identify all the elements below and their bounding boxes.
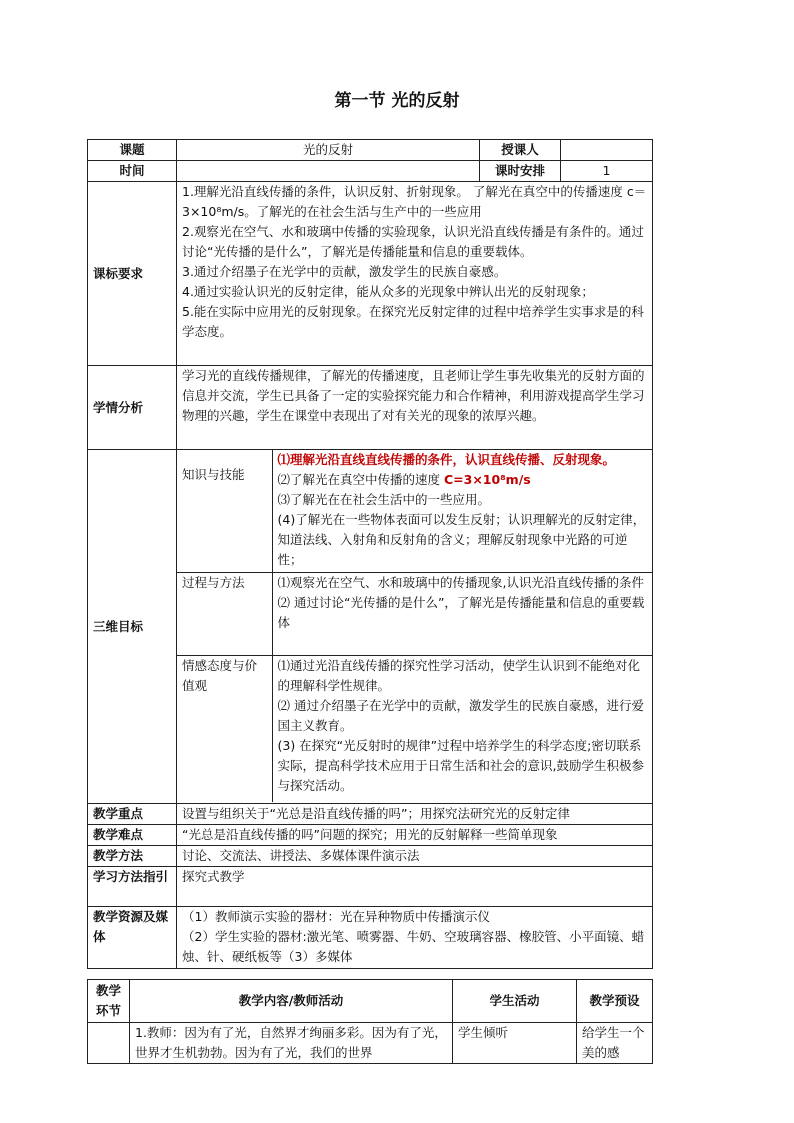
method-text: 讨论、交流法、讲授法、多媒体课件演示法: [177, 846, 653, 867]
curriculum-line: 3.通过介绍墨子在光学中的贡献，激发学生的民族自豪感。: [182, 264, 507, 279]
schedule-label: 课时安排: [480, 161, 561, 182]
emotion-content: [272, 655, 652, 802]
topic-label: 课题: [88, 140, 177, 161]
knowledge-label: 知识与技能: [177, 450, 272, 572]
knowledge-item: ⑴理解光沿直线直线传播的条件，认识直线传播、反射现象。: [277, 452, 616, 467]
knowledge-content: [272, 450, 652, 572]
method-label: 教学方法: [88, 846, 177, 867]
process-content: [272, 572, 652, 655]
knowledge-item: ⑵了解光在真空中传播的速度 C=3×10⁸m/s: [277, 472, 531, 487]
key-point-text: 设置与组织关于“光总是沿直线传播的吗”；用探究法研究光的反射定律: [177, 804, 653, 825]
resources-label: 教学资源及媒体: [88, 907, 177, 969]
process-item: ⑵ 通过讨论“光传播的是什么”，了解光是传播能量和信息的重要载体: [277, 594, 645, 630]
emotion-label: 情感态度与价值观: [177, 655, 272, 802]
preset-cell: 给学生一个美的感: [577, 1023, 653, 1064]
curriculum-label: 课标要求: [88, 182, 177, 366]
goals-label: 三维目标: [88, 450, 177, 804]
goals-cell: [177, 450, 653, 804]
knowledge-item: ⑶了解光在在社会生活中的一些应用。: [277, 492, 491, 507]
knowledge-item: (4)了解光在一些物体表面可以发生反射；认识理解光的反射定律，知道法线、入射角和反射角的含义；理解反射现象中光路的可逆性；: [277, 512, 646, 567]
content-cell: 1.教师：因为有了光，自然界才绚丽多彩。因为有了光，世界才生机勃勃。因为有了光，我们的世界: [130, 1023, 453, 1064]
resources-line: （1）教师演示实验的器材：光在异种物质中传播演示仪: [182, 909, 490, 924]
curriculum-line: 5.能在实际中应用光的反射现象。在探究光反射定律的过程中培养学生实事求是的科学态度。: [182, 304, 644, 339]
emotion-item: (3) 在探究“光反射时的规律”过程中培养学生的科学态度;密切联系实际，提高科学技术应用于日常生活和社会的意识,鼓励学生积极参与探究活动。: [277, 737, 644, 793]
time-label: 时间: [88, 161, 177, 182]
light-speed-value: C=3×10⁸m/s: [443, 472, 531, 487]
difficulty-label: 教学难点: [88, 825, 177, 846]
preset-header: 教学预设: [577, 980, 653, 1023]
key-point-label: 教学重点: [88, 804, 177, 825]
guidance-text: 探究式教学: [177, 867, 653, 907]
resources-content: [177, 907, 653, 969]
time-value: [177, 161, 480, 182]
teacher-value: [561, 140, 653, 161]
goals-inner-table: [177, 450, 652, 802]
curriculum-line: 1.理解光沿直线传播的条件，认识反射、折射现象。 了解光在真空中的传播速度 c＝3×10⁸m/s。了解光的在社会生活与生产中的一些应用: [182, 184, 647, 219]
process-label: 过程与方法: [177, 572, 272, 655]
student-header: 学生活动: [453, 980, 577, 1023]
schedule-value: 1: [561, 161, 653, 182]
topic-value: 光的反射: [177, 140, 480, 161]
stage-header: 教学环节: [88, 980, 130, 1023]
content-header: 教学内容/教师活动: [130, 980, 453, 1023]
lesson-plan-table: [87, 139, 653, 969]
guidance-label: 学习方法指引: [88, 867, 177, 907]
teacher-label: 授课人: [480, 140, 561, 161]
curriculum-line: 4.通过实验认识光的反射定律，能从众多的光现象中辨认出光的反射现象；: [182, 284, 594, 299]
process-item: ⑴观察光在空气、水和玻璃中的传播现象,认识光沿直线传播的条件: [277, 574, 644, 590]
process-table: [87, 979, 653, 1064]
analysis-text: 学习光的直线传播规律，了解光的传播速度，且老师让学生事先收集光的反射方面的信息并交流，学生已具备了一定的实验探究能力和合作精神，利用游戏提高学生学习物理的兴趣，学生在课堂中表现出了对有关光的现象的浓厚兴趣。: [177, 366, 653, 450]
stage-cell: [88, 1023, 130, 1064]
curriculum-cell: [177, 182, 653, 366]
difficulty-text: “光总是沿直线传播的吗”问题的探究；用光的反射解释一些简单现象: [177, 825, 653, 846]
analysis-label: 学情分析: [88, 366, 177, 450]
curriculum-line: 2.观察光在空气、水和玻璃中传播的实验现象，认识光沿直线传播是有条件的。通过讨论“光传播的是什么”，了解光是传播能量和信息的重要载体。: [182, 224, 644, 259]
resources-line: （2）学生实验的器材:激光笔、喷雾器、牛奶、空玻璃容器、橡胶管、小平面镜、蜡烛、针、硬纸板等（3）多媒体: [182, 929, 645, 964]
page-title: 第一节 光的反射: [334, 91, 460, 111]
emotion-item: ⑵ 通过介绍墨子在光学中的贡献，激发学生的民族自豪感，进行爱国主义教育。: [277, 697, 644, 733]
emotion-item: ⑴通过光沿直线传播的探究性学习活动，使学生认识到不能绝对化的理解科学性规律。: [277, 657, 641, 693]
student-cell: 学生倾听: [453, 1023, 577, 1064]
